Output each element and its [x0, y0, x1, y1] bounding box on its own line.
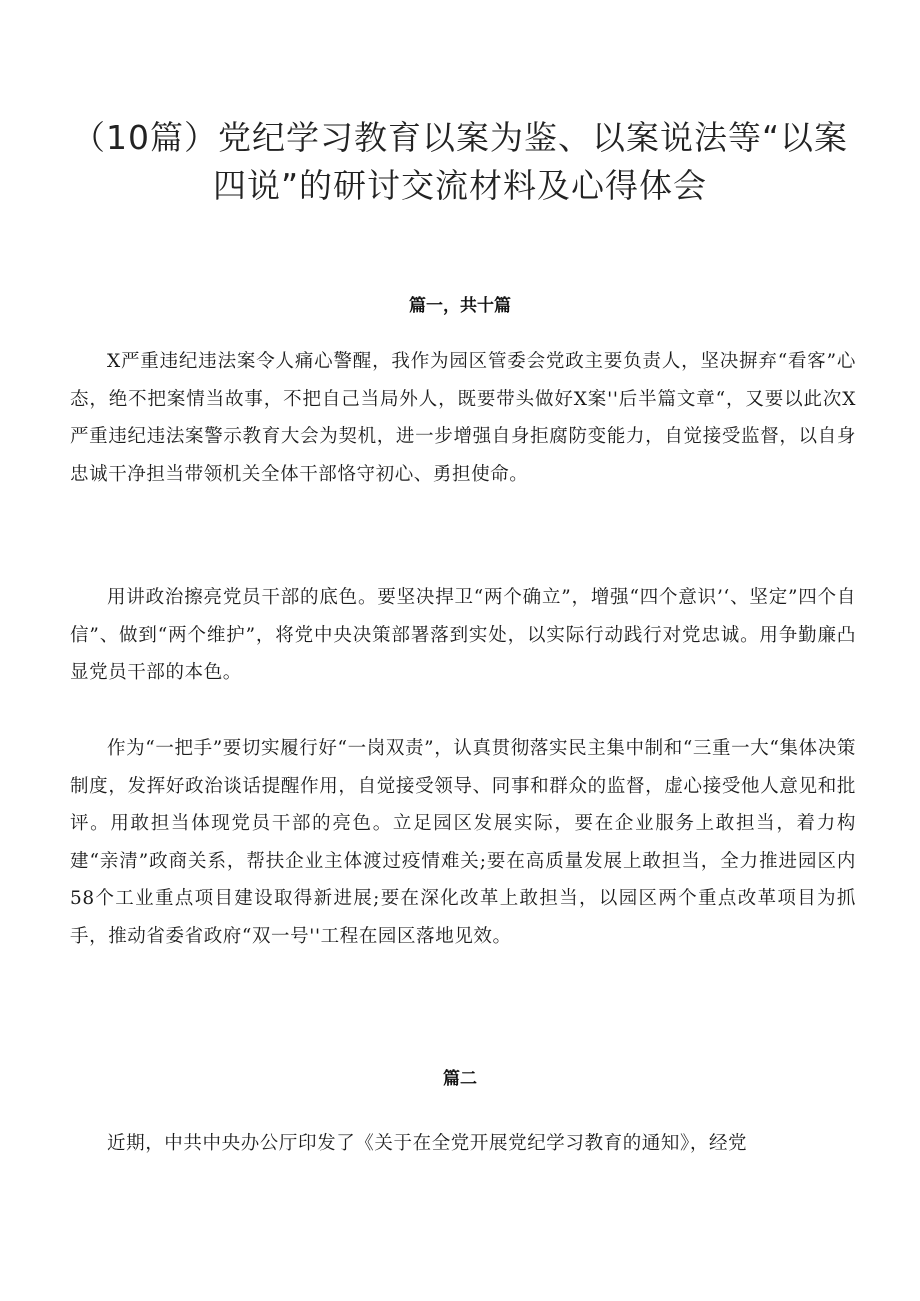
paragraph: 用讲政治擦亮党员干部的底色。要坚决捍卫“两个确立”，增强“四个意识’‘、坚定”四个自信”、做到“两个维护”，将党中央决策部署落到实处，以实际行动践行对党忠诚。用争勤廉凸显党员干部的本色。	[70, 587, 856, 683]
section-heading-1: 篇一，共十篇	[409, 296, 511, 316]
paragraph: 作为“一把手”要切实履行好“一岗双责”，认真贯彻落实民主集中制和“三重一大“集体决策制度，发挥好政治谈话提醒作用，自觉接受领导、同事和群众的监督，虚心接受他人意见和批评。用敢担当体现党员干部的亮色。立足园区发展实际，要在企业服务上敢担当，着力构建“亲清”政商关系，帮扶企业主体渡过疫情难关;要在高质量发展上敢担当，全力推进园区内58个工业重点项目建设取得新进展;要在深化改革上敢担当，以园区两个重点改革项目为抓手，推动省委省政府“双一号''工程在园区落地见效。	[70, 738, 856, 947]
paragraph: X严重违纪违法案令人痛心警醒，我作为园区管委会党政主要负责人，坚决摒弃“看客”心态，绝不把案情当故事，不把自己当局外人，既要带头做好X案''后半篇文章“，又要以此次X严重违纪违法案警示教育大会为契机，进一步增强自身拒腐防变能力，自觉接受监督，以自身忠诚干净担当带领机关全体干部恪守初心、勇担使命。	[70, 351, 856, 485]
section-heading-2: 篇二	[443, 1069, 477, 1089]
document-title: （10篇）党纪学习教育以案为鉴、以案说法等“以案四说”的研讨交流材料及心得体会	[71, 118, 849, 205]
paragraph: 近期，中共中央办公厅印发了《关于在全党开展党纪学习教育的通知》，经党	[107, 1133, 748, 1154]
